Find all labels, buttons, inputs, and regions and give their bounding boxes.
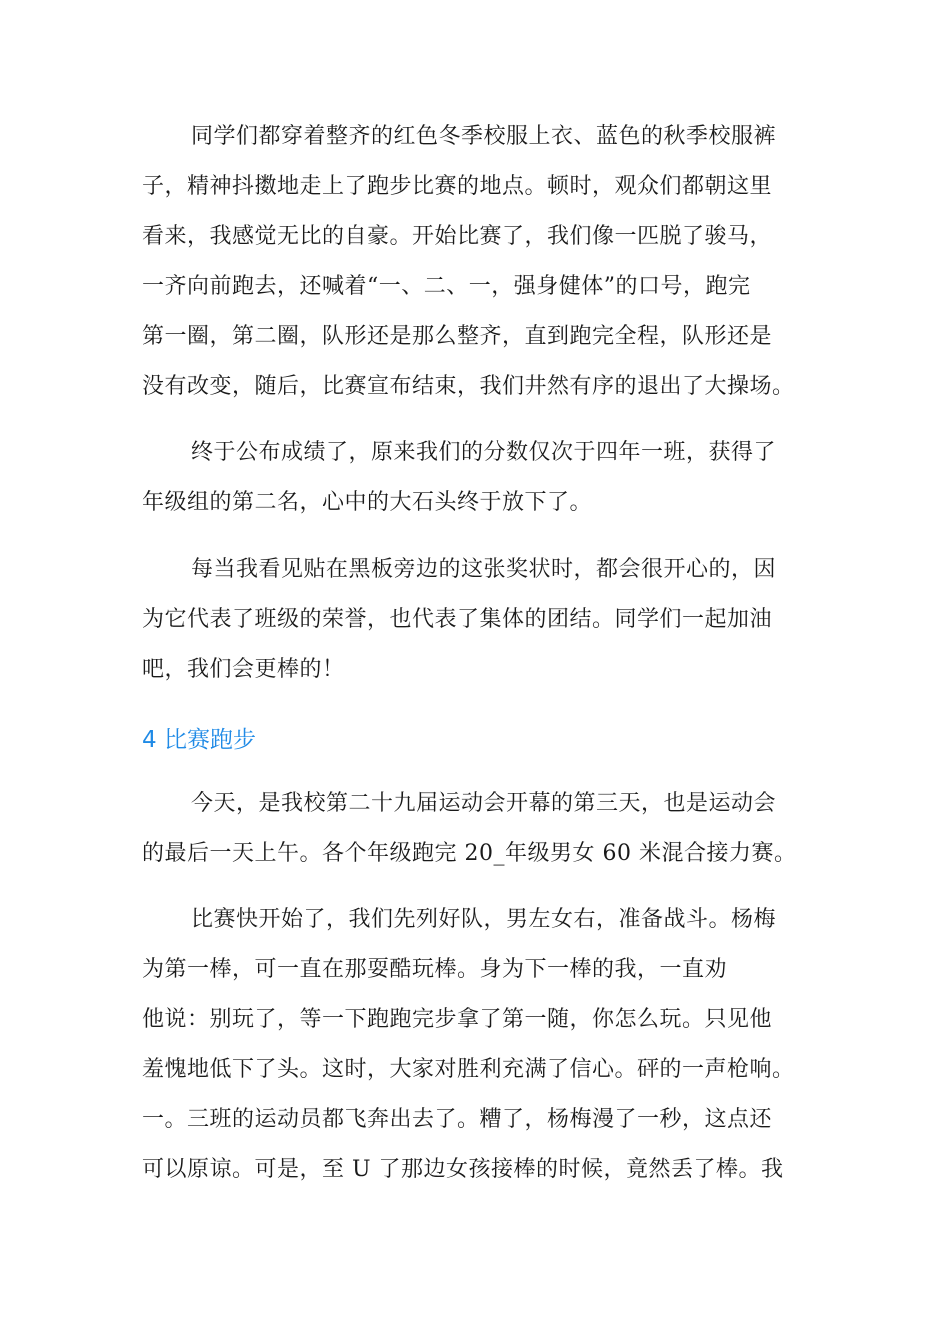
paragraph-2-line-2: 年级组的第二名，心中的大石头终于放下了。 xyxy=(142,490,593,515)
paragraph-5-line-6: 可以原谅。可是，至 U 了那边女孩接棒的时候，竟然丢了棒。我 xyxy=(142,1157,784,1182)
paragraph-4-line-1: 今天，是我校第二十九届运动会开幕的第三天，也是运动会 xyxy=(191,791,777,816)
paragraph-1-line-4: 一齐向前跑去，还喊着“一、二、一，强身健体”的口号，跑完 xyxy=(142,274,751,299)
paragraph-5-line-5: 一。三班的运动员都飞奔出去了。糟了，杨梅漫了一秒，这点还 xyxy=(142,1107,773,1132)
section-heading: 4 比赛跑步 xyxy=(142,727,256,753)
paragraph-3-line-2: 为它代表了班级的荣誉，也代表了集体的团结。同学们一起加油 xyxy=(142,607,773,632)
paragraph-5-line-1: 比赛快开始了，我们先列好队，男左女右，准备战斗。杨梅 xyxy=(191,907,777,932)
paragraph-5-line-3: 他说：别玩了，等一下跑跑完步拿了第一随，你怎么玩。只见他 xyxy=(142,1007,773,1032)
paragraph-3-line-3: 吧，我们会更棒的！ xyxy=(142,657,345,682)
paragraph-2-line-1: 终于公布成绩了，原来我们的分数仅次于四年一班，获得了 xyxy=(191,440,777,465)
paragraph-3-line-1: 每当我看见贴在黑板旁边的这张奖状时，都会很开心的，因 xyxy=(191,557,777,582)
paragraph-5-line-4: 羞愧地低下了头。这时，大家对胜利充满了信心。砰的一声枪响。 xyxy=(142,1057,795,1082)
paragraph-1-line-5: 第一圈，第二圈，队形还是那么整齐，直到跑完全程，队形还是 xyxy=(142,324,773,349)
paragraph-4-line-2: 的最后一天上午。各个年级跑完 20_年级男女 60 米混合接力赛。 xyxy=(142,841,797,866)
paragraph-1-line-2: 子，精神抖擞地走上了跑步比赛的地点。顿时，观众们都朝这里 xyxy=(142,174,773,199)
paragraph-1-line-1: 同学们都穿着整齐的红色冬季校服上衣、蓝色的秋季校服裤 xyxy=(191,124,777,149)
paragraph-1-line-3: 看来，我感觉无比的自豪。开始比赛了，我们像一匹脱了骏马， xyxy=(142,224,773,249)
paragraph-1-line-6: 没有改变，随后，比赛宣布结束，我们井然有序的退出了大操场。 xyxy=(142,374,795,399)
paragraph-5-line-2: 为第一棒，可一直在那耍酷玩棒。身为下一棒的我，一直劝 xyxy=(142,957,728,982)
